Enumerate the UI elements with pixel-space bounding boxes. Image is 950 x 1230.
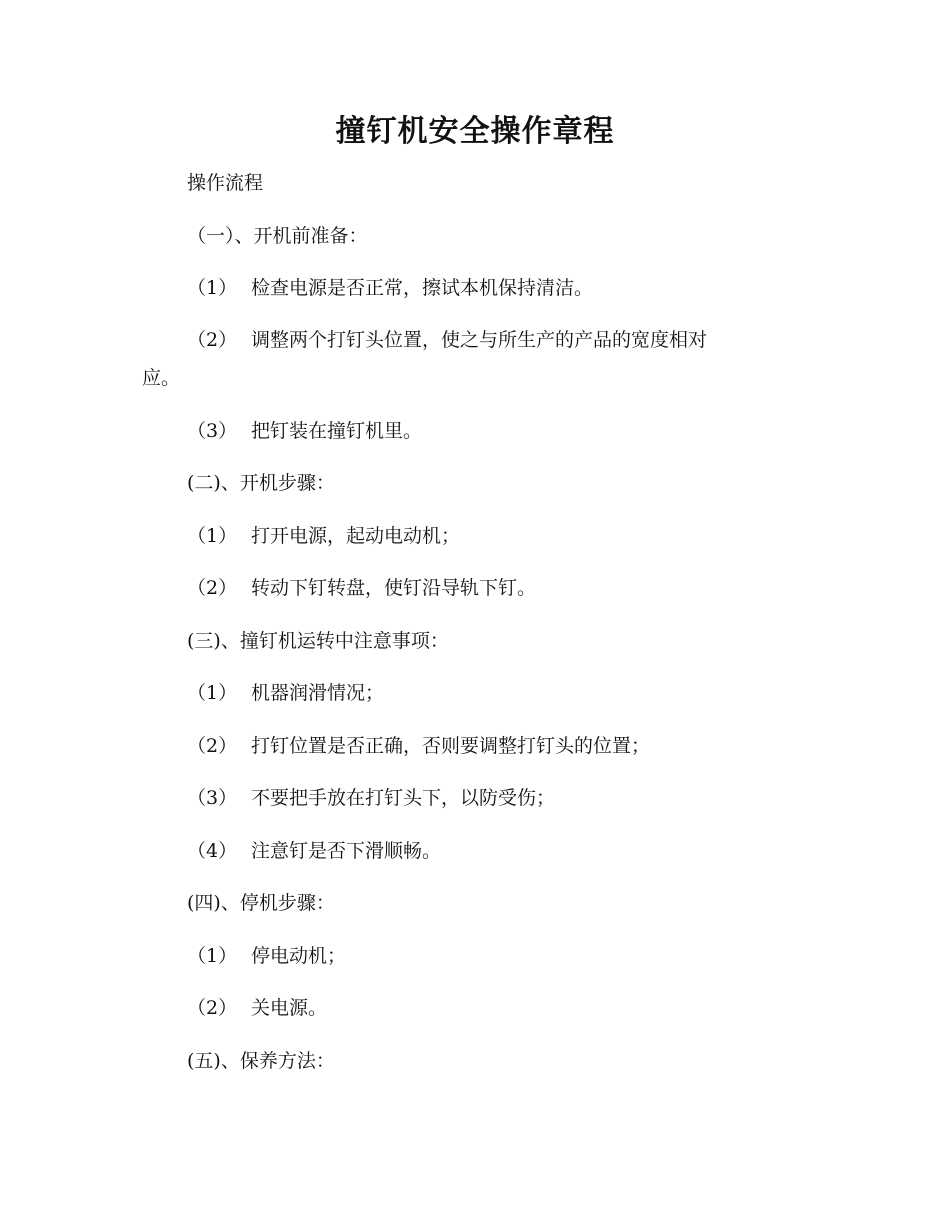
line-text: (二)、开机步骤： — [187, 472, 335, 494]
item-number: （1） — [187, 525, 238, 547]
item-number: （1） — [187, 945, 238, 967]
line-text: 不要把手放在打钉头下，以防受伤； — [251, 787, 556, 809]
list-item — [187, 276, 593, 300]
line-text: 操作流程 — [187, 172, 264, 194]
line-text: 停电动机； — [251, 945, 347, 967]
item-number: （2） — [187, 997, 238, 1019]
line-text: 打钉位置是否正确，否则要调整打钉头的位置； — [251, 735, 651, 757]
line-text: 调整两个打钉头位置，使之与所生产的产品的宽度相对 — [251, 329, 708, 351]
section-heading — [187, 891, 335, 915]
list-item — [187, 681, 384, 705]
line-text: 关电源。 — [251, 997, 328, 1019]
list-item — [187, 576, 536, 600]
line-text: 把钉装在撞钉机里。 — [251, 420, 423, 442]
item-number: （1） — [187, 277, 238, 299]
list-item — [187, 419, 422, 443]
section-heading — [187, 224, 368, 248]
list-item — [187, 328, 707, 352]
list-item — [187, 524, 460, 548]
list-item — [187, 786, 555, 810]
line-text: (三)、撞钉机运转中注意事项： — [187, 630, 449, 652]
document-title: 撞钉机安全操作章程 — [335, 114, 615, 149]
item-number: （3） — [187, 420, 238, 442]
item-number: （1） — [187, 682, 238, 704]
line-text: 注意钉是否下滑顺畅。 — [251, 840, 442, 862]
item-number: （2） — [187, 577, 238, 599]
section-heading — [187, 471, 335, 495]
section-heading — [187, 629, 449, 653]
line-text: （一）、开机前准备： — [187, 225, 368, 247]
item-number: （2） — [187, 329, 238, 351]
line-text: 转动下钉转盘，使钉沿导轨下钉。 — [251, 577, 537, 599]
list-item — [187, 944, 346, 968]
item-number: （2） — [187, 735, 238, 757]
line-text: (五)、保养方法： — [187, 1050, 335, 1072]
line-text: 机器润滑情况； — [251, 682, 385, 704]
list-item — [187, 839, 441, 863]
item-number: （4） — [187, 840, 238, 862]
line-continuation: 应。 — [142, 367, 181, 389]
line-text: (四)、停机步骤： — [187, 892, 335, 914]
item-number: （3） — [187, 787, 238, 809]
section-heading — [187, 1049, 335, 1073]
section-heading — [187, 171, 263, 195]
line-text: 打开电源，起动电动机； — [251, 525, 461, 547]
list-item — [187, 996, 327, 1020]
line-text: 检查电源是否正常，擦试本机保持清洁。 — [251, 277, 594, 299]
list-item — [187, 734, 650, 758]
